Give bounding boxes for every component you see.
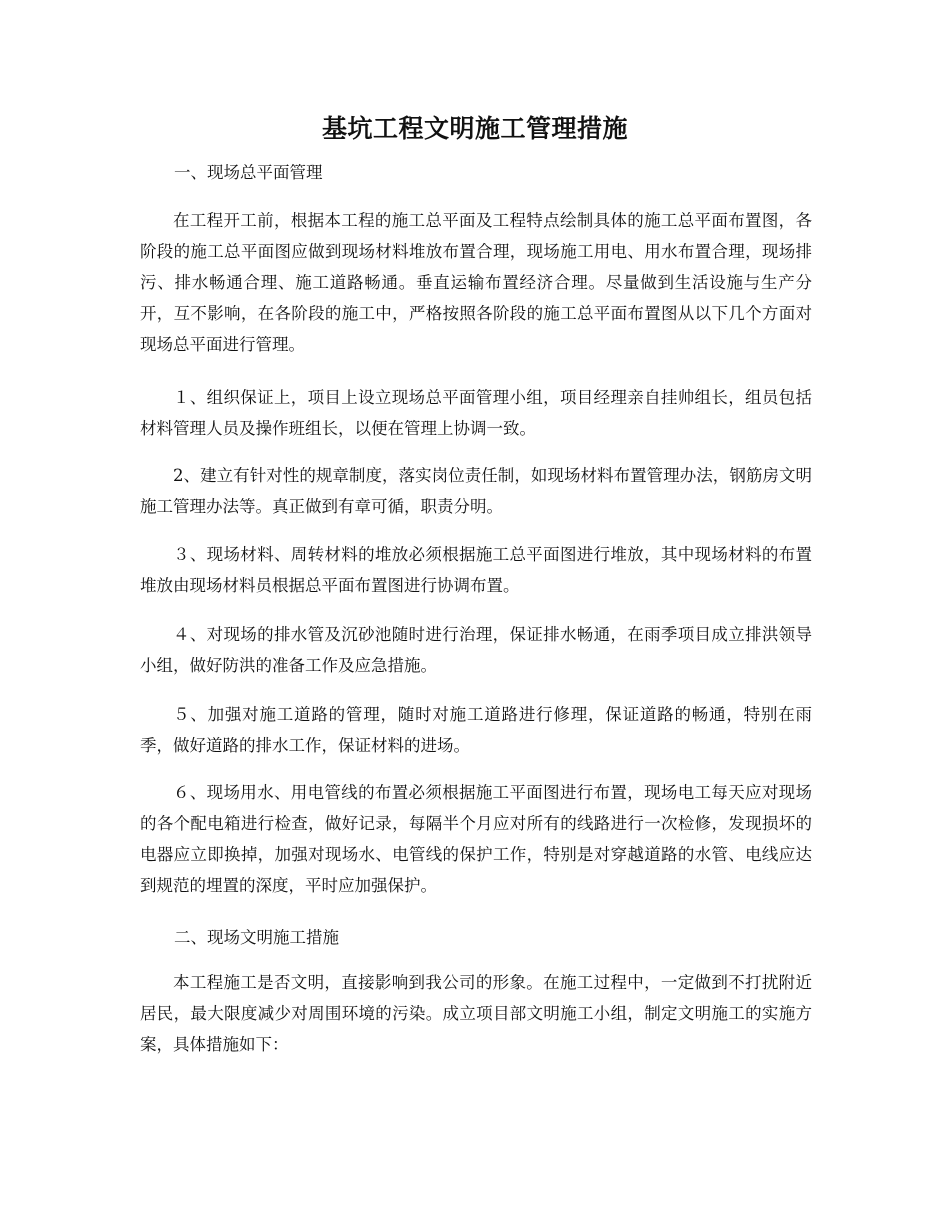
section-1-intro-paragraph: 在工程开工前，根据本工程的施工总平面及工程特点绘制具体的施工总平面布置图，各阶段的施工总平面图应做到现场材料堆放布置合理，现场施工用电、用水布置合理，现场排污、排水畅通合理、施工道路畅通。垂直运输布置经济合理。尽量做到生活设施与生产分开，互不影响，在各阶段的施工中，严格按照各阶段的施工总平面布置图从以下几个方面对现场总平面进行管理。 [140, 211, 812, 354]
list-item-1: １、组织保证上，项目上设立现场总平面管理小组，项目经理亲自挂帅组长，组员包括材料管理人员及操作班组长，以便在管理上协调一致。 [140, 388, 812, 438]
document-title: 基坑工程文明施工管理措施 [321, 114, 628, 143]
list-item-2: 2、建立有针对性的规章制度，落实岗位责任制，如现场材料布置管理办法，钢筋房文明施工管理办法等。真正做到有章可循，职责分明。 [140, 466, 812, 516]
list-item-3: ３、现场材料、周转材料的堆放必须根据施工总平面图进行堆放，其中现场材料的布置堆放由现场材料员根据总平面布置图进行协调布置。 [140, 545, 812, 595]
list-item-5: ５、加强对施工道路的管理，随时对施工道路进行修理，保证道路的畅通，特别在雨季，做好道路的排水工作，保证材料的进场。 [140, 705, 812, 755]
list-item-4: ４、对现场的排水管及沉砂池随时进行治理，保证排水畅通，在雨季项目成立排洪领导小组，做好防洪的准备工作及应急措施。 [140, 625, 812, 675]
section-heading-1: 一、现场总平面管理 [174, 163, 323, 182]
section-2-intro-paragraph: 本工程施工是否文明，直接影响到我公司的形象。在施工过程中，一定做到不打扰附近居民，最大限度减少对周围环境的污染。成立项目部文明施工小组，制定文明施工的实施方案，具体措施如下： [140, 973, 812, 1054]
section-heading-2: 二、现场文明施工措施 [174, 928, 339, 947]
list-item-6: ６、现场用水、用电管线的布置必须根据施工平面图进行布置，现场电工每天应对现场的各个配电箱进行检查，做好记录，每隔半个月应对所有的线路进行一次检修，发现损坏的电器应立即换掉，加强对现场水、电管线的保护工作，特别是对穿越道路的水管、电线应达到规范的埋置的深度，平时应加强保护。 [140, 783, 812, 895]
